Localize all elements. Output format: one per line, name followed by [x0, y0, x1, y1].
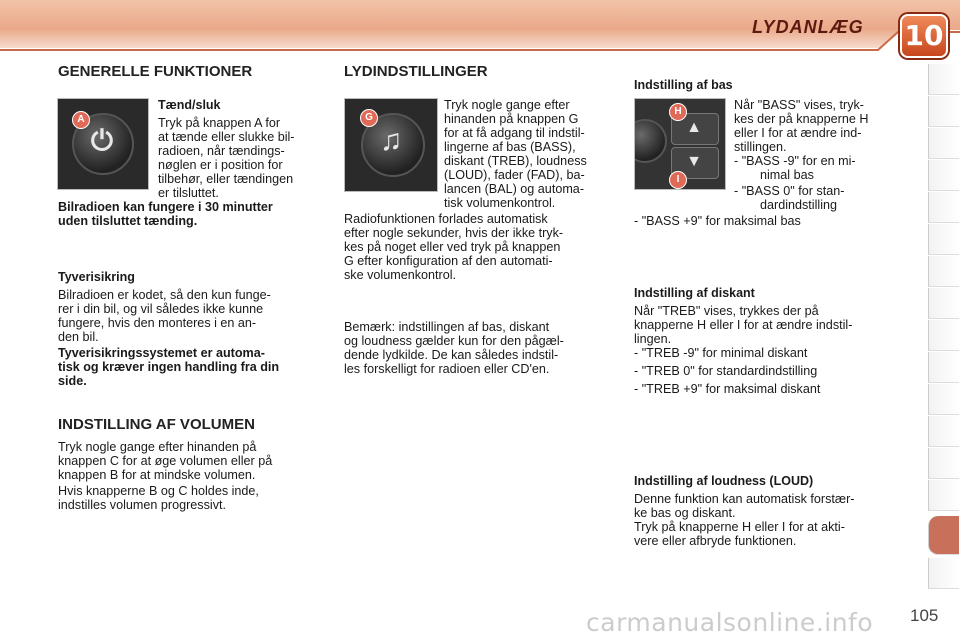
chapter-tab[interactable]: [928, 448, 959, 479]
bass-line: stillingen.: [734, 140, 787, 154]
theft-line: den bil.: [58, 330, 99, 344]
badge-h: H: [669, 103, 687, 121]
note-line: les forskelligt for radioen eller CD'en.: [344, 362, 550, 376]
theft-line: Bilradioen er kodet, så den kun funge-: [58, 288, 271, 302]
chapter-tab[interactable]: [928, 416, 959, 447]
volume-line: indstilles volumen progressivt.: [58, 498, 226, 512]
loudness-line: ke bas og diskant.: [634, 506, 736, 520]
loudness-line: Denne funktion kan automatisk forstær-: [634, 492, 855, 506]
runtime-note: uden tilsluttet tænding.: [58, 214, 198, 228]
bass-line: kes der på knapperne H: [734, 112, 869, 126]
theft-bold-line: side.: [58, 374, 87, 388]
arrow-up-icon: ▲: [686, 119, 702, 136]
sound-intro-line: diskant (TREB), loudness: [444, 154, 587, 168]
badge-a: A: [72, 111, 90, 129]
chapter-title: LYDANLÆG: [752, 17, 864, 37]
loudness-title: Indstilling af loudness (LOUD): [634, 474, 814, 488]
loudness-line: vere eller afbryde funktionen.: [634, 534, 797, 548]
chapter-tab[interactable]: [928, 192, 959, 223]
sound-intro-line: hinanden på knappen G: [444, 112, 579, 126]
chapter-tab[interactable]: [928, 384, 959, 415]
theft-title: Tyverisikring: [58, 270, 135, 284]
theft-bold-line: tisk og kræver ingen handling fra din: [58, 360, 280, 374]
menu-button-photo: [344, 98, 438, 192]
treble-line: - "TREB 0" for standardindstilling: [634, 364, 818, 378]
chapter-tab[interactable]: [928, 64, 959, 95]
onoff-title: Tænd/sluk: [158, 98, 221, 112]
chapter-tab[interactable]: [928, 558, 959, 589]
treble-line: knapperne H eller I for at ændre indstil-: [634, 318, 853, 332]
treble-line: Når "TREB" vises, trykkes der på: [634, 304, 819, 318]
power-icon: ⏻: [90, 125, 114, 156]
onoff-line: nøglen er i position for: [158, 158, 283, 172]
sound-intro-line: lancen (BAL) og automa-: [444, 182, 585, 196]
runtime-note: Bilradioen kan fungere i 30 minutter: [58, 200, 273, 214]
arrow-down-icon: ▼: [686, 153, 702, 170]
onoff-line: at tænde eller slukke bil-: [158, 130, 295, 144]
music-note-icon: ♫: [379, 124, 403, 157]
loudness-line: Tryk på knapperne H eller I for at akti-: [634, 520, 845, 534]
theft-bold-line: Tyverisikringssystemet er automa-: [58, 346, 265, 360]
watermark: carmanualsonline.info: [586, 608, 874, 637]
bass-title: Indstilling af bas: [634, 78, 733, 92]
radio-exit-line: ske volumenkontrol.: [344, 268, 456, 282]
note-line: og loudness gælder kun for den pågæl-: [344, 334, 564, 348]
chapter-tab[interactable]: [928, 160, 959, 191]
radio-exit-line: efter nogle sekunder, hvis der ikke tryk-: [344, 226, 564, 240]
volume-line: knappen C for at øge volumen eller på: [58, 454, 273, 468]
radio-exit-line: G efter konfiguration af den automati-: [344, 254, 553, 268]
volume-heading: INDSTILLING AF VOLUMEN: [58, 416, 255, 433]
onoff-line: Tryk på knappen A for: [158, 116, 281, 130]
chapter-tabs: [928, 64, 960, 576]
sound-intro-line: Tryk nogle gange efter: [444, 98, 570, 112]
bass-line: - "BASS +9" for maksimal bas: [634, 214, 801, 228]
chapter-tab[interactable]: [928, 352, 959, 383]
chapter-tab[interactable]: [928, 256, 959, 287]
radio-exit-line: Radiofunktionen forlades automatisk: [344, 212, 548, 226]
note-line: Bemærk: indstillingen af bas, diskant: [344, 320, 550, 334]
volume-line: Tryk nogle gange efter hinanden på: [58, 440, 257, 454]
note-line: dende lydkilde. De kan således indstil-: [344, 348, 559, 362]
arrow-buttons-photo: [634, 98, 726, 190]
sound-intro-line: tisk volumenkontrol.: [444, 196, 556, 210]
volume-line: knappen B for at mindske volumen.: [58, 468, 256, 482]
bass-line: - "BASS -9" for en mi-: [734, 154, 856, 168]
theft-line: rer i din bil, og vil således ikke kunne: [58, 302, 264, 316]
onoff-line: tilbehør, eller tændingen: [158, 172, 294, 186]
treble-line: - "TREB +9" for maksimal diskant: [634, 382, 821, 396]
page-number: 105: [910, 606, 939, 625]
bass-line: - "BASS 0" for stan-: [734, 184, 845, 198]
onoff-line: er tilsluttet.: [158, 186, 219, 200]
bass-line: nimal bas: [760, 168, 814, 182]
treble-line: lingen.: [634, 332, 672, 346]
sound-intro-line: (LOUD), fader (FAD), ba-: [444, 168, 585, 182]
chapter-tab[interactable]: [928, 320, 959, 351]
badge-i: I: [669, 171, 687, 189]
treble-title: Indstilling af diskant: [634, 286, 755, 300]
left-knob: [634, 119, 667, 163]
chapter-tab-active[interactable]: [928, 516, 959, 555]
bass-line: eller I for at ændre ind-: [734, 126, 862, 140]
treble-line: - "TREB -9" for minimal diskant: [634, 346, 808, 360]
chapter-number-badge: 10: [900, 14, 948, 58]
power-button-photo: [57, 98, 149, 190]
theft-line: fungere, hvis den monteres i en an-: [58, 316, 257, 330]
onoff-line: radioen, når tændings-: [158, 144, 285, 158]
chapter-tab[interactable]: [928, 224, 959, 255]
badge-g: G: [360, 109, 378, 127]
sound-intro-line: for at få adgang til indstil-: [444, 126, 585, 140]
bass-line: Når "BASS" vises, tryk-: [734, 98, 865, 112]
chapter-tab[interactable]: [928, 96, 959, 127]
chapter-tab[interactable]: [928, 480, 959, 511]
radio-exit-line: kes på noget eller ved tryk på knappen: [344, 240, 561, 254]
chapter-tab[interactable]: [928, 288, 959, 319]
sound-settings-heading: LYDINDSTILLINGER: [344, 63, 488, 80]
general-functions-heading: GENERELLE FUNKTIONER: [58, 63, 253, 80]
bass-line: dardindstilling: [760, 198, 838, 212]
chapter-tab[interactable]: [928, 128, 959, 159]
volume-line: Hvis knapperne B og C holdes inde,: [58, 484, 259, 498]
sound-intro-line: lingerne af bas (BASS),: [444, 140, 576, 154]
